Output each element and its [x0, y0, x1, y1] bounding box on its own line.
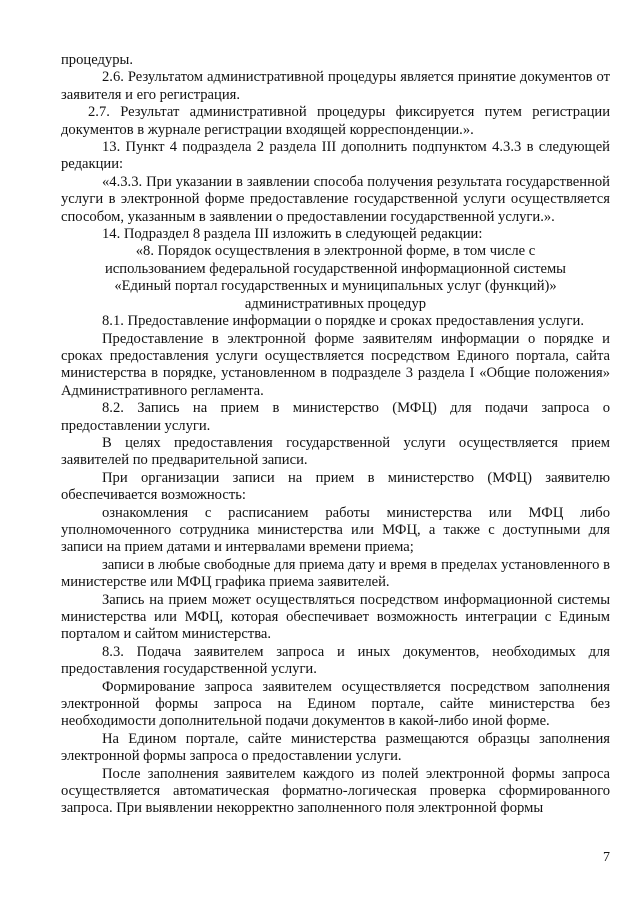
page-number: 7: [603, 850, 610, 865]
paragraph-8: 8.1. Предоставление информации о порядке и сроках предоставления услуги.: [102, 313, 584, 330]
section-heading: «8. Порядок осуществления в электронной форме, в том числе с использованием федеральной государственной информационной системы «Единый портал государственных и муниципальных услуг (функций)» административных процедур: [105, 243, 566, 312]
paragraph-13: ознакомления с расписанием работы министерства или МФЦ либо уполномоченного сотрудника министерства или МФЦ, а также с доступными для записи на прием датами и интервалами времени приема;: [61, 504, 610, 556]
paragraph-17: Формирование запроса заявителем осуществляется посредством заполнения электронной формы запроса на Едином портале, сайте министерства без необходимости дополнительной подачи документов в какой-либо иной форме.: [61, 678, 610, 730]
paragraph-3: 2.7. Результат административной процедуры фиксируется путем регистрации документов в журнале регистрации входящей корреспонденции.».: [61, 104, 610, 138]
paragraph-1: процедуры.: [61, 52, 133, 68]
paragraph-12: При организации записи на прием в министерство (МФЦ) заявителю обеспечивается возможность:: [61, 469, 610, 504]
paragraph-18: На Едином портале, сайте министерства размещаются образцы заполнения электронной формы запроса о предоставлении услуги.: [61, 730, 610, 765]
paragraph-4: 13. Пункт 4 подраздела 2 раздела III дополнить подпунктом 4.3.3 в следующей редакции:: [61, 139, 610, 173]
paragraph-15: Запись на прием может осуществляться посредством информационной системы министерства или МФЦ, которая обеспечивает возможность интеграции с Единым порталом и сайтом министерства.: [61, 591, 610, 643]
paragraph-14: записи в любые свободные для приема дату и время в пределах установленного в министерстве или МФЦ графика приема заявителей.: [61, 556, 610, 591]
paragraph-11: В целях предоставления государственной услуги осуществляется прием заявителей по предварительной записи.: [61, 434, 610, 469]
paragraph-5: «4.3.3. При указании в заявлении способа получения результата государственной услуги в электронной форме предоставление государственной услуги осуществляется способом, указанным в заявлении о предоставлении государственной услуги.».: [61, 173, 610, 225]
paragraph-6: 14. Подраздел 8 раздела III изложить в следующей редакции:: [102, 226, 483, 243]
document-body: [61, 52, 610, 818]
paragraph-16: 8.3. Подача заявителем запроса и иных документов, необходимых для предоставления государственной услуги.: [61, 643, 610, 678]
paragraph-9: Предоставление в электронной форме заявителям информации о порядке и сроках предоставления услуги осуществляется посредством Единого портала, сайта министерства в порядке, установленном в подразделе 3 раздела I «Общие положения» Административного регламента.: [61, 330, 610, 399]
paragraph-10: 8.2. Запись на прием в министерство (МФЦ) для подачи запроса о предоставлении услуги.: [61, 400, 610, 434]
paragraph-2: 2.6. Результатом административной процедуры является принятие документов от заявителя и его регистрация.: [61, 69, 610, 103]
paragraph-19: После заполнения заявителем каждого из полей электронной формы запроса осуществляется автоматическая форматно-логическая проверка сформированного запроса. При выявлении некорректно заполненного поля электронной формы: [61, 765, 610, 817]
